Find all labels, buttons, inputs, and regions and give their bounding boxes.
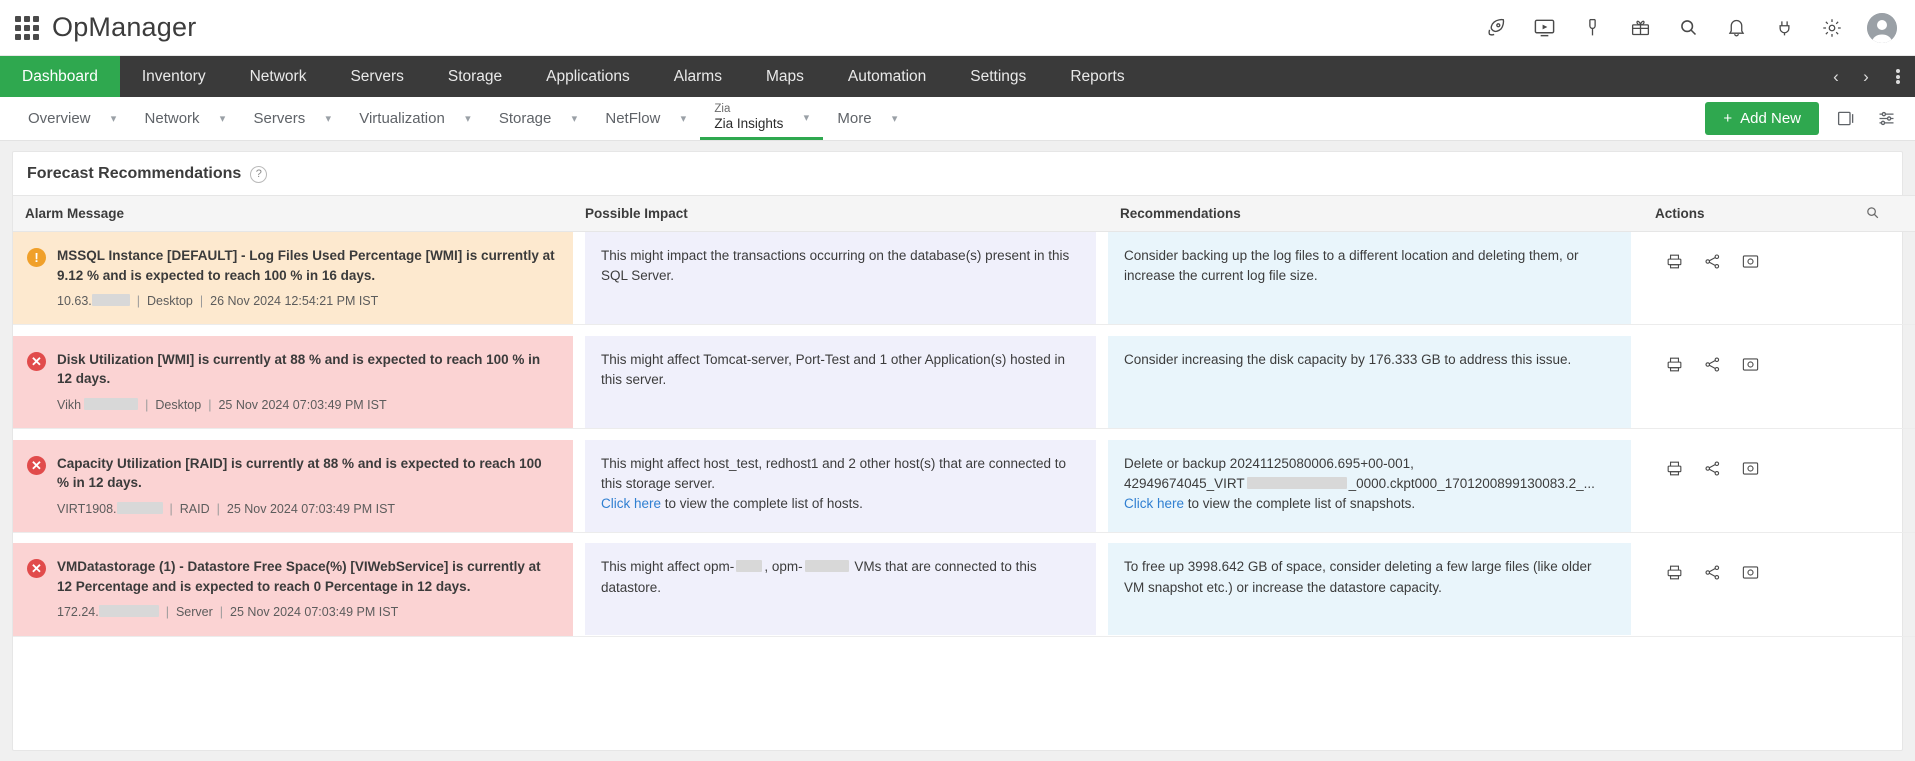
plug-icon[interactable]: [1771, 15, 1797, 41]
nav-item-settings[interactable]: [948, 56, 1048, 97]
nav-item-reports[interactable]: [1048, 56, 1146, 97]
nav-label: Applications: [546, 67, 630, 85]
recommendation-box: [1108, 232, 1631, 324]
chevron-down-icon[interactable]: ▾: [803, 111, 810, 124]
page-content: [0, 141, 1915, 761]
possible-impact-mid: , opm-: [764, 559, 803, 575]
recommendation-link-tail: to view the complete list of snapshots.: [1184, 496, 1416, 511]
possible-impact-prefix: This might affect opm-: [601, 559, 735, 575]
subnav-item-virtualization[interactable]: [345, 97, 485, 140]
subnav-item-netflow[interactable]: [591, 97, 700, 140]
table-search-icon[interactable]: [1865, 205, 1880, 223]
add-new-label: Add New: [1740, 110, 1801, 127]
table-row[interactable]: [13, 336, 1915, 429]
page-title: Forecast Recommendations: [27, 165, 242, 182]
row-actions: [1643, 543, 1915, 583]
alarm-category: Desktop: [155, 397, 202, 412]
nav-label: Automation: [847, 67, 927, 85]
cell-possible-impact: [573, 336, 1108, 429]
column-header-alarm-message: Alarm Message: [13, 196, 573, 232]
main-navigation: [0, 56, 1915, 97]
search-icon[interactable]: [1675, 15, 1701, 41]
alarm-host-text: 172.24.: [57, 605, 99, 620]
alarm-text: [57, 557, 557, 621]
share-icon[interactable]: [1701, 250, 1723, 272]
redacted-block: [92, 294, 130, 306]
alarm-host-text: Vikh: [57, 397, 82, 412]
avatar[interactable]: [1867, 13, 1897, 43]
severity-critical-icon: [27, 559, 46, 578]
alarm-text: [57, 454, 557, 518]
print-icon[interactable]: [1663, 250, 1685, 272]
recommendation-box: [1108, 440, 1631, 532]
layout-icon[interactable]: [1833, 106, 1859, 132]
print-icon[interactable]: [1663, 354, 1685, 376]
subnav-item-more[interactable]: [823, 97, 911, 140]
gift-icon[interactable]: [1627, 15, 1653, 41]
share-icon[interactable]: [1701, 561, 1723, 583]
row-spacer: [13, 429, 1915, 440]
subnav-item-storage[interactable]: [485, 97, 592, 140]
possible-impact-box: [585, 336, 1096, 428]
snapshot-icon[interactable]: [1739, 561, 1761, 583]
chevron-down-icon[interactable]: ▾: [571, 113, 578, 125]
severity-glyph: ✕: [31, 457, 42, 473]
recommendation-text: Consider increasing the disk capacity by 176.333 GB to address this issue.: [1124, 351, 1572, 367]
click-here-link[interactable]: Click here: [1124, 496, 1185, 511]
share-icon[interactable]: [1701, 354, 1723, 376]
alarm-host-text: VIRT1908.: [57, 501, 117, 516]
nav-label: Network: [249, 67, 307, 85]
nav-item-automation[interactable]: [826, 56, 948, 97]
app-menu-grid-icon[interactable]: [12, 13, 42, 43]
cell-possible-impact: [573, 232, 1108, 325]
possible-impact-box: [585, 440, 1096, 532]
alarm-host: [57, 396, 138, 414]
subnav-label: Network: [144, 110, 200, 127]
column-header-recommendations: Recommendations: [1108, 196, 1643, 232]
chevron-down-icon[interactable]: ▾: [891, 113, 898, 125]
table-row[interactable]: [13, 440, 1915, 533]
rocket-icon[interactable]: [1483, 15, 1509, 41]
severity-warning-icon: [27, 248, 46, 267]
table-header: [13, 196, 1915, 232]
share-icon[interactable]: [1701, 458, 1723, 480]
subnav-label-big: Zia Insights: [714, 115, 784, 131]
subnav-label-small: Zia: [714, 102, 731, 115]
alarm-message-text: VMDatastorage (1) - Datastore Free Space(%) [VIWebService] is currently at 12 Percentage and is expected to reach 0 Percentage in 12 days.: [57, 559, 541, 594]
print-icon[interactable]: [1663, 561, 1685, 583]
recommendation-text: To free up 3998.642 GB of space, consider deleting a few large files (like older VM snapshot etc.) or increase the datastore capacity.: [1124, 559, 1592, 595]
chevron-down-icon[interactable]: ▾: [219, 113, 226, 125]
add-new-button[interactable]: [1705, 102, 1819, 135]
nav-label: Servers: [350, 67, 404, 85]
click-here-link[interactable]: Click here: [601, 496, 662, 511]
redacted-block: [99, 605, 159, 617]
recommendation-link-line: [1124, 494, 1615, 514]
nav-item-maps[interactable]: [744, 56, 826, 97]
table-body: [13, 232, 1915, 637]
sub-navigation: [0, 97, 1915, 141]
forecast-recommendations-card: [12, 151, 1903, 751]
possible-impact-text: This might affect host_test, redhost1 and 2 other host(s) that are connected to this storage server.: [601, 455, 1067, 491]
probe-icon[interactable]: [1579, 15, 1605, 41]
nav-item-network[interactable]: [228, 56, 329, 97]
subnav-label: Virtualization: [359, 110, 445, 127]
recommendation-text: Delete or backup 20241125080006.695+00-001,: [1124, 455, 1414, 471]
column-header-actions-label: Actions: [1655, 206, 1705, 221]
nav-label: Reports: [1070, 67, 1125, 85]
possible-impact-text: This might impact the transactions occurring on the database(s) present in this SQL Server.: [601, 248, 1070, 284]
nav-label: Alarms: [673, 67, 722, 85]
recommendation-line2-text: 42949674045_VIRT: [1124, 475, 1245, 491]
app-brand-title: OpManager: [52, 12, 197, 42]
nav-label: Maps: [765, 67, 804, 85]
redacted-block: [1247, 477, 1347, 489]
meta-separator: |: [199, 294, 204, 309]
subnav-item-zia-insights[interactable]: [700, 97, 823, 140]
meta-separator: |: [169, 501, 173, 516]
meta-separator: |: [208, 397, 212, 412]
nav-label: Inventory: [141, 67, 206, 85]
alarm-message-box: [13, 336, 573, 428]
redacted-block: [117, 502, 163, 514]
chevron-down-icon[interactable]: ▾: [110, 113, 117, 125]
alarm-timestamp: 25 Nov 2024 07:03:49 PM IST: [226, 501, 396, 516]
subnav-label: More: [837, 110, 872, 127]
cell-alarm-message: [13, 232, 573, 325]
alarm-text: [57, 246, 557, 310]
subnav-label: Servers: [253, 110, 306, 127]
chevron-down-icon[interactable]: ▾: [325, 113, 331, 125]
alarm-host: [57, 603, 159, 621]
recommendation-text-line2: [1124, 474, 1615, 494]
row-actions: [1643, 440, 1915, 480]
snapshot-icon[interactable]: [1739, 250, 1761, 272]
alarm-category: RAID: [179, 501, 210, 516]
cell-possible-impact: [573, 543, 1108, 636]
alarm-message-text: MSSQL Instance [DEFAULT] - Log Files Used Percentage [WMI] is currently at 9.12 % and is expected to reach 100 % in 16 days.: [57, 248, 555, 283]
severity-glyph: ✕: [31, 561, 42, 577]
alarm-host: [57, 500, 163, 518]
cell-alarm-message: [13, 336, 573, 429]
possible-impact-link-line: [601, 494, 1080, 514]
table-row[interactable]: [13, 543, 1915, 636]
cell-actions: [1643, 232, 1915, 325]
forecast-table: [13, 195, 1915, 637]
redacted-block: [84, 398, 138, 410]
nav-item-inventory[interactable]: [120, 56, 228, 97]
recommendation-line2-tail: _0000.ckpt000_1701200899130083.2_...: [1348, 475, 1595, 491]
nav-item-alarms[interactable]: [652, 56, 744, 97]
alarm-timestamp: 26 Nov 2024 12:54:21 PM IST: [210, 294, 379, 309]
alarm-category: Server: [175, 605, 213, 620]
alarm-message-box: [13, 440, 573, 532]
presentation-icon[interactable]: [1531, 15, 1557, 41]
subnav-label-stack: [708, 103, 789, 132]
alarm-message-box: [13, 232, 573, 324]
card-header: [13, 152, 1902, 195]
nav-spacer: [1147, 56, 1821, 97]
subnav-label: Overview: [28, 110, 91, 127]
alarm-timestamp: 25 Nov 2024 07:03:49 PM IST: [230, 605, 399, 620]
snapshot-icon[interactable]: [1739, 458, 1761, 480]
cell-alarm-message: [13, 440, 573, 533]
nav-item-servers[interactable]: [328, 56, 425, 97]
possible-impact-box: [585, 232, 1096, 324]
meta-separator: |: [165, 605, 169, 620]
possible-impact-text: This might affect Tomcat-server, Port-Test and 1 other Application(s) hosted in this server.: [601, 351, 1065, 387]
subnav-label: Storage: [498, 110, 552, 127]
cell-actions: [1643, 336, 1915, 429]
recommendation-box: [1108, 336, 1631, 428]
meta-separator: |: [219, 605, 224, 620]
meta-separator: |: [216, 501, 220, 516]
avatar-image: [1867, 13, 1897, 43]
subnav-actions: [1705, 97, 1915, 140]
nav-item-storage[interactable]: [426, 56, 524, 97]
chevron-down-icon[interactable]: ▾: [680, 113, 687, 125]
chevron-down-icon[interactable]: ▾: [465, 113, 471, 125]
chevron-right-icon[interactable]: ›: [1863, 66, 1869, 86]
cell-recommendation: [1108, 440, 1643, 533]
cell-recommendation: [1108, 232, 1643, 325]
subnav-item-network[interactable]: [131, 97, 240, 140]
row-spacer: [13, 532, 1915, 543]
subnav-item-overview[interactable]: [14, 97, 131, 140]
top-bar-actions: [1483, 13, 1897, 43]
alarm-host: [57, 292, 130, 310]
meta-separator: |: [136, 294, 141, 309]
severity-glyph: !: [34, 250, 39, 265]
snapshot-icon[interactable]: [1739, 354, 1761, 376]
cell-actions: [1643, 543, 1915, 636]
possible-impact-link-tail: to view the complete list of hosts.: [661, 496, 863, 511]
alarm-category: Desktop: [147, 294, 193, 309]
alarm-message-text: Disk Utilization [WMI] is currently at 88 % and is expected to reach 100 % in 12 days.: [57, 351, 541, 387]
subnav-label: NetFlow: [605, 110, 661, 127]
nav-label: Settings: [970, 67, 1027, 85]
row-actions: [1643, 232, 1915, 272]
column-header-actions: [1643, 196, 1915, 232]
alarm-message-box: [13, 543, 573, 635]
cell-alarm-message: [13, 543, 573, 636]
severity-critical-icon: [27, 456, 46, 475]
plus-icon: +: [1723, 110, 1733, 127]
alarm-meta: [57, 603, 557, 621]
bell-icon[interactable]: [1723, 15, 1749, 41]
alarm-message-text: Capacity Utilization [RAID] is currently at 88 % and is expected to reach 100 % in 12 days.: [57, 455, 542, 491]
cell-recommendation: [1108, 543, 1643, 636]
meta-separator: |: [145, 397, 149, 412]
print-icon[interactable]: [1663, 458, 1685, 480]
alarm-timestamp: 25 Nov 2024 07:03:49 PM IST: [218, 397, 387, 412]
table-row[interactable]: [13, 232, 1915, 325]
chevron-left-icon[interactable]: ‹: [1833, 66, 1839, 86]
gear-icon[interactable]: [1819, 15, 1845, 41]
alarm-host-text: 10.63.: [57, 294, 92, 309]
nav-overflow-menu-icon[interactable]: [1881, 56, 1915, 97]
possible-impact-tail: VMs that are connected to this datastore.: [601, 559, 1037, 595]
cell-actions: [1643, 440, 1915, 533]
severity-glyph: ✕: [31, 353, 42, 369]
nav-label: Dashboard: [22, 67, 98, 85]
alarm-meta: [57, 292, 557, 310]
nav-item-applications[interactable]: [524, 56, 652, 97]
recommendation-box: [1108, 543, 1631, 635]
subnav-item-servers[interactable]: [240, 97, 346, 140]
row-actions: [1643, 336, 1915, 376]
nav-label: Storage: [447, 67, 503, 85]
alarm-meta: [57, 396, 557, 414]
column-header-possible-impact: Possible Impact: [573, 196, 1108, 232]
help-icon[interactable]: ?: [250, 166, 267, 183]
possible-impact-box: [585, 543, 1096, 635]
severity-critical-icon: [27, 352, 46, 371]
cell-recommendation: [1108, 336, 1643, 429]
redacted-block: [805, 560, 849, 572]
alarm-meta: [57, 500, 557, 518]
alarm-text: [57, 350, 557, 414]
cell-possible-impact: [573, 440, 1108, 533]
nav-scroll-arrows: [1821, 56, 1881, 97]
redacted-block: [736, 560, 762, 572]
top-bar: [0, 0, 1915, 56]
nav-item-dashboard[interactable]: [0, 56, 120, 97]
recommendation-text: Consider backing up the log files to a different location and deleting them, or increase the current log file size.: [1124, 248, 1579, 284]
settings-sliders-icon[interactable]: [1873, 106, 1899, 132]
row-spacer: [13, 325, 1915, 336]
